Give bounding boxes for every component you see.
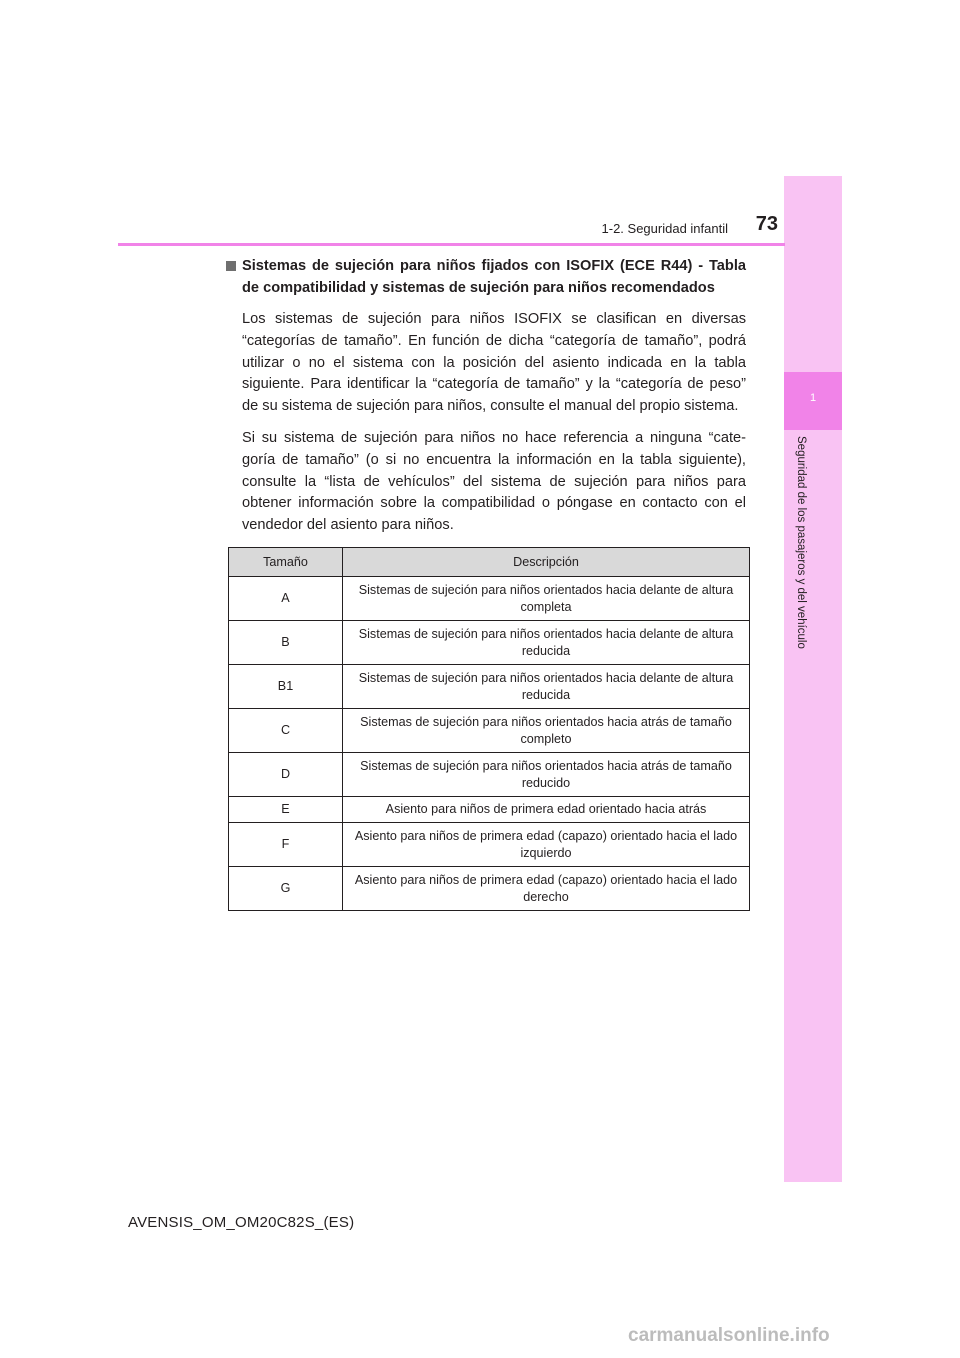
description-cell: Sistemas de sujeción para niños orientados hacia delante de altura reducida — [343, 665, 750, 709]
table-row — [229, 797, 750, 823]
description-cell: Asiento para niños de primera edad (capazo) orientado hacia el lado derecho — [343, 867, 750, 911]
description-cell: Sistemas de sujeción para niños orientados hacia atrás de tamaño reducido — [343, 753, 750, 797]
size-category-table — [228, 547, 750, 911]
table-row — [229, 753, 750, 797]
description-cell: Sistemas de sujeción para niños orientados hacia delante de altura reducida — [343, 621, 750, 665]
size-cell: A — [229, 577, 343, 621]
size-cell: E — [229, 797, 343, 823]
table-row — [229, 665, 750, 709]
section-heading — [226, 255, 746, 299]
description-cell: Asiento para niños de primera edad orientado hacia atrás — [343, 797, 750, 823]
square-bullet-icon — [226, 261, 236, 271]
column-header-size: Tamaño — [229, 548, 343, 577]
table-header-row — [229, 548, 750, 577]
chapter-tab-label: Seguridad de los pasajeros y del vehículo — [795, 436, 807, 649]
paragraph: Los sistemas de sujeción para niños ISOFIX se clasifican en diversas “categorías de tamaño”. En función de dicha “categoría de tamaño”, podrá utilizar o no el sistema con la posición del asiento indicada en la tabla siguiente. Para identificar la “categoría de tamaño” y la “categoría de peso” de su sistema de sujeción para niños, consulte el manual del propio sistema. — [242, 311, 746, 415]
page-number: 73 — [755, 213, 778, 235]
main-content — [226, 255, 746, 537]
size-cell: B1 — [229, 665, 343, 709]
size-cell: F — [229, 823, 343, 867]
size-cell: G — [229, 867, 343, 911]
document-code: AVENSIS_OM_OM20C82S_(ES) — [128, 1214, 355, 1231]
paragraph: Si su sistema de sujeción para niños no hace referencia a ninguna “cate-goría de tamaño” (o si no encuentra la información en la tabla siguiente), consulte la “lista de vehículos” del sistema de sujeción para niños para obtener información sobre la compatibilidad o póngase en contacto con el vendedor del asiento para niños. — [242, 429, 746, 534]
section-heading-text: Sistemas de sujeción para niños fijados con ISOFIX (ECE R44) - Tabla de compatibilidad y sistemas de sujeción para niños recomendados — [242, 258, 746, 296]
chapter-tab-number: 1 — [809, 392, 817, 404]
size-cell: D — [229, 753, 343, 797]
table-row — [229, 621, 750, 665]
description-cell: Sistemas de sujeción para niños orientados hacia delante de altura completa — [343, 577, 750, 621]
table-row — [229, 867, 750, 911]
section-title: 1-2. Seguridad infantil — [601, 221, 728, 236]
size-cell: C — [229, 709, 343, 753]
header-divider — [118, 243, 785, 246]
description-cell: Asiento para niños de primera edad (capazo) orientado hacia el lado izquierdo — [343, 823, 750, 867]
table-row — [229, 577, 750, 621]
column-header-description: Descripción — [343, 548, 750, 577]
description-cell: Sistemas de sujeción para niños orientados hacia atrás de tamaño completo — [343, 709, 750, 753]
table-row — [229, 823, 750, 867]
size-cell: B — [229, 621, 343, 665]
watermark: carmanualsonline.info — [628, 1325, 830, 1346]
table-row — [229, 709, 750, 753]
